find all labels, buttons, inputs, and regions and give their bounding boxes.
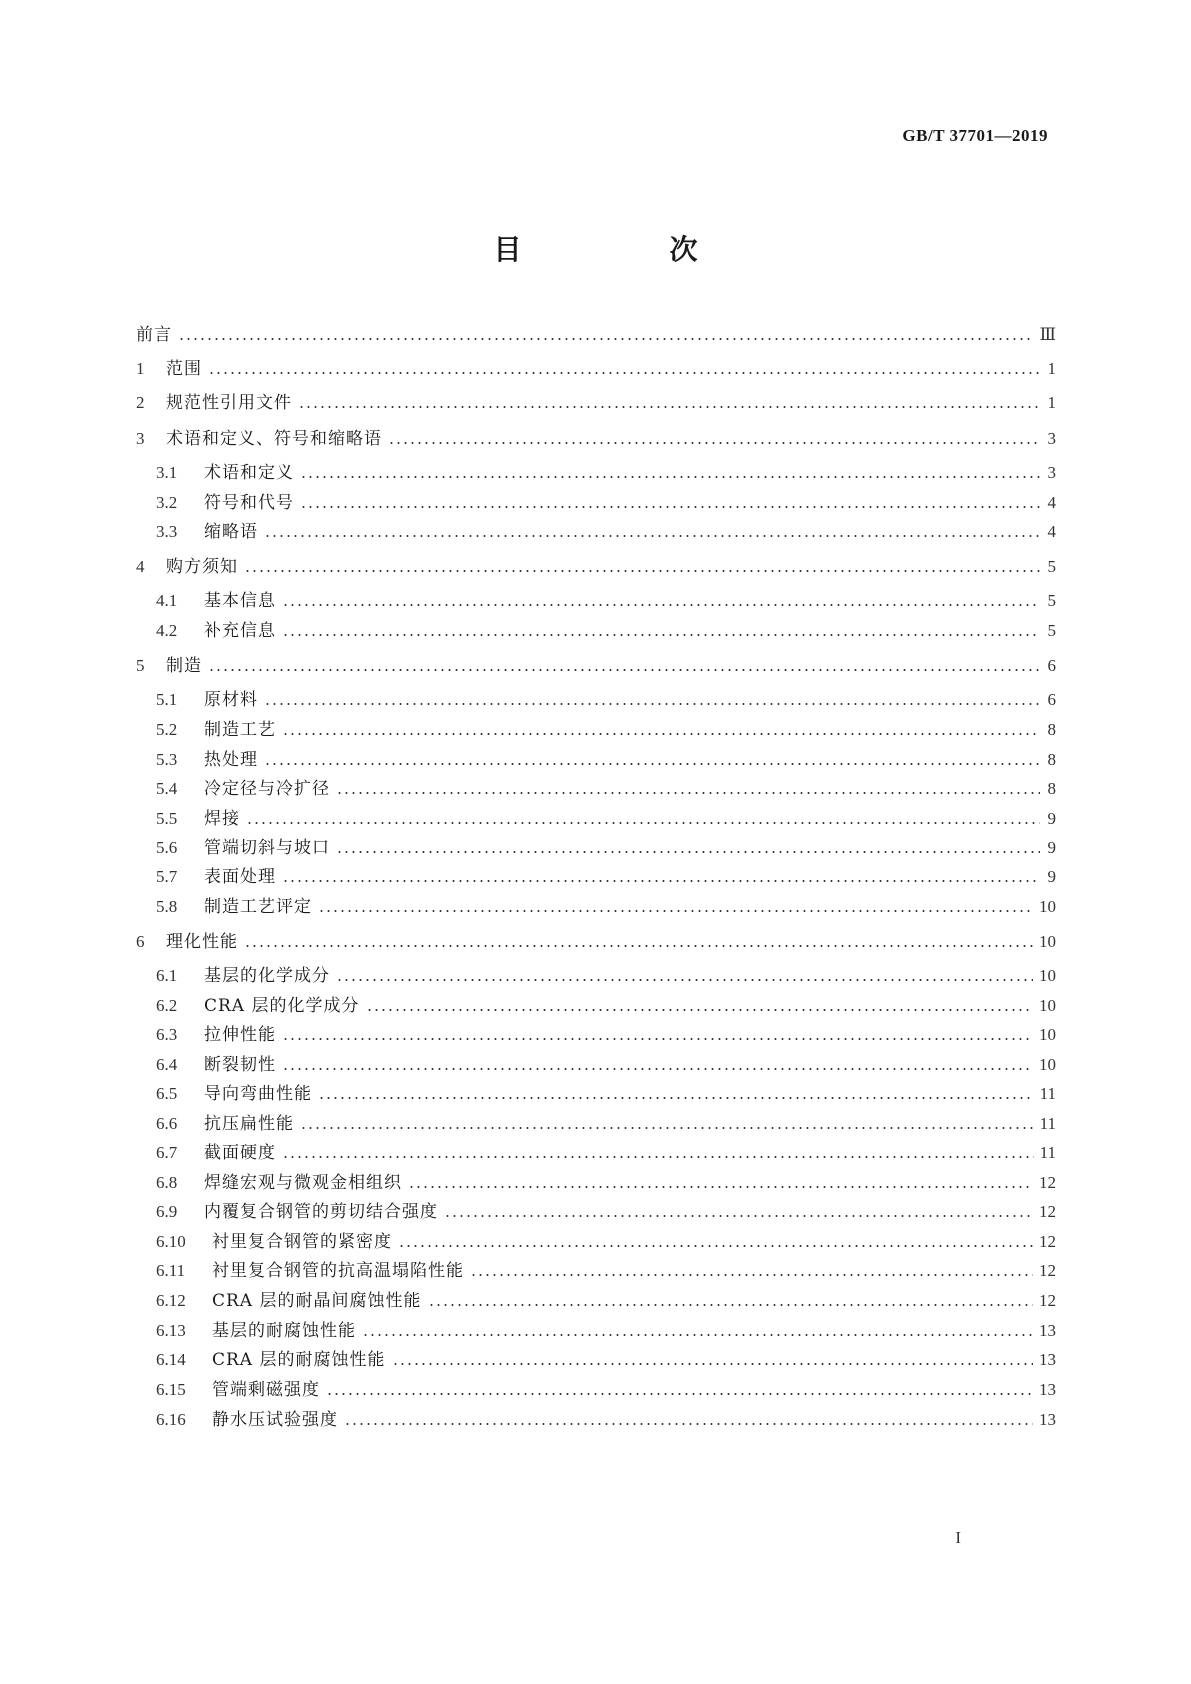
toc-entry[interactable]: [136, 426, 1056, 450]
toc-entry-label: 导向弯曲性能: [204, 1084, 312, 1104]
toc-leader-dots: [408, 1186, 1033, 1188]
toc-leader-dots: [336, 979, 1033, 981]
toc-entry-number: 6.1: [156, 966, 178, 985]
toc-entry-number: 6.2: [156, 996, 178, 1015]
toc-entry-page: 12: [1039, 1173, 1056, 1192]
toc-entry-page: 13: [1039, 1380, 1056, 1399]
toc-entry-page: 10: [1039, 897, 1056, 916]
toc-entry[interactable]: [156, 618, 1056, 642]
toc-entry[interactable]: [156, 963, 1056, 987]
toc-entry[interactable]: [156, 1199, 1056, 1223]
toc-entry-label: 表面处理: [204, 867, 276, 887]
toc-leader-dots: [336, 851, 1040, 853]
toc-entry-label: 基本信息: [204, 591, 276, 611]
toc-entry-page: 1: [1047, 359, 1056, 378]
toc-leader-dots: [470, 1274, 1033, 1276]
toc-entry-number: 5: [136, 656, 145, 675]
toc-entry[interactable]: [156, 864, 1056, 888]
toc-leader-dots: [264, 535, 1040, 537]
toc-leader-dots: [336, 792, 1040, 794]
toc-entry-page: 3: [1047, 463, 1056, 482]
toc-entry-number: 3: [136, 429, 145, 448]
toc-entry-number: 6.5: [156, 1084, 178, 1103]
standard-number: GB/T 37701—2019: [902, 126, 1048, 145]
toc-entry-page: 10: [1039, 966, 1056, 985]
toc-entry-label: 制造工艺: [204, 720, 276, 740]
toc-entry-label: 术语和定义、符号和缩略语: [166, 429, 382, 449]
toc-entry-page: 10: [1039, 932, 1056, 951]
toc-entry-label: 抗压扁性能: [204, 1114, 294, 1134]
toc-entry-number: 1: [136, 359, 145, 378]
toc-entry[interactable]: [156, 776, 1056, 800]
toc-entry[interactable]: [156, 1052, 1056, 1076]
toc-entry-page: 10: [1039, 996, 1056, 1015]
toc-entry-number: 4.1: [156, 591, 178, 610]
page-number: I: [955, 1528, 961, 1547]
toc-leader-dots: [344, 1423, 1033, 1425]
toc-entry-page: 8: [1047, 750, 1056, 769]
toc-entry-label: 静水压试验强度: [212, 1410, 338, 1430]
toc-entry-number: 6.16: [156, 1410, 186, 1429]
toc-entry[interactable]: [156, 806, 1056, 830]
toc-entry[interactable]: [136, 653, 1056, 677]
toc-entry-label: 衬里复合钢管的紧密度: [212, 1232, 392, 1252]
toc-entry-label: 焊接: [204, 809, 240, 829]
toc-entry-page: 12: [1039, 1291, 1056, 1310]
toc-entry-number: 3.1: [156, 463, 178, 482]
toc-entry[interactable]: [156, 1318, 1056, 1342]
toc-leader-dots: [264, 703, 1040, 705]
toc-leader-dots: [282, 634, 1040, 636]
toc-leader-dots: [398, 1245, 1033, 1247]
toc-entry-label: 范围: [166, 359, 202, 379]
toc-entry[interactable]: [156, 1170, 1056, 1194]
toc-leader-dots: [392, 1363, 1034, 1365]
toc-leader-dots: [298, 406, 1040, 408]
toc-entry-page: Ⅲ: [1039, 325, 1056, 344]
toc-entry-page: 12: [1039, 1232, 1056, 1251]
toc-entry[interactable]: [156, 490, 1056, 514]
toc-entry-label: 补充信息: [204, 621, 276, 641]
toc-leader-dots: [282, 1068, 1033, 1070]
toc-entry[interactable]: [156, 687, 1056, 711]
toc-entry-number: 4: [136, 557, 145, 576]
toc-entry[interactable]: [156, 460, 1056, 484]
toc-entry-label: CRA 层的耐腐蚀性能: [212, 1350, 386, 1370]
toc-entry-page: 9: [1047, 867, 1056, 886]
toc-entry-number: 5.4: [156, 779, 178, 798]
toc-entry-page: 10: [1039, 1055, 1056, 1074]
toc-entry-label: 基层的耐腐蚀性能: [212, 1321, 356, 1341]
toc-leader-dots: [244, 945, 1033, 947]
toc-entry-page: 8: [1047, 720, 1056, 739]
toc-entry[interactable]: [156, 1111, 1056, 1135]
toc-entry[interactable]: [156, 519, 1056, 543]
toc-entry-page: 11: [1039, 1084, 1056, 1103]
toc-entry[interactable]: [136, 390, 1056, 414]
toc-entry-label: 拉伸性能: [204, 1025, 276, 1045]
toc-entry[interactable]: [136, 929, 1056, 953]
toc-entry-number: 6.15: [156, 1380, 186, 1399]
toc-leader-dots: [282, 1156, 1034, 1158]
toc-entry-label: 冷定径与冷扩径: [204, 779, 330, 799]
toc-entry-page: 1: [1047, 393, 1056, 412]
toc-entry-page: 11: [1039, 1143, 1056, 1162]
toc-entry-number: 6.8: [156, 1173, 178, 1192]
toc-entry-label: 焊缝宏观与微观金相组织: [204, 1173, 402, 1193]
toc-entry-label: 前言: [136, 325, 172, 345]
toc-leader-dots: [388, 442, 1040, 444]
toc-title: 目 次: [493, 233, 758, 266]
toc-entry-page: 5: [1047, 621, 1056, 640]
toc-entry-number: 6.3: [156, 1025, 178, 1044]
toc-entry[interactable]: [136, 356, 1056, 380]
toc-entry-label: 内覆复合钢管的剪切结合强度: [204, 1202, 438, 1222]
toc-entry-page: 12: [1039, 1261, 1056, 1280]
toc-entry-number: 6.12: [156, 1291, 186, 1310]
toc-entry-number: 6.9: [156, 1202, 178, 1221]
toc-entry-number: 2: [136, 393, 145, 412]
toc-entry-page: 8: [1047, 779, 1056, 798]
toc-entry-number: 6.4: [156, 1055, 178, 1074]
toc-entry-label: 原材料: [204, 690, 258, 710]
toc-leader-dots: [264, 763, 1040, 765]
toc-entry-number: 6.6: [156, 1114, 178, 1133]
toc-leader-dots: [282, 1038, 1033, 1040]
toc-leader-dots: [244, 570, 1040, 572]
toc-entry-label: 规范性引用文件: [166, 393, 292, 413]
toc-entry[interactable]: [156, 747, 1056, 771]
toc-entry-label: 符号和代号: [204, 493, 294, 513]
toc-entry-number: 3.3: [156, 522, 178, 541]
toc-leader-dots: [362, 1334, 1033, 1336]
toc-leader-dots: [178, 338, 1034, 340]
toc-entry[interactable]: [156, 894, 1056, 918]
toc-leader-dots: [366, 1009, 1034, 1011]
toc-leader-dots: [282, 604, 1040, 606]
toc-leader-dots: [246, 822, 1040, 824]
toc-entry-number: 6.14: [156, 1350, 186, 1369]
toc-entry-label: 理化性能: [166, 932, 238, 952]
toc-entry-page: 5: [1047, 557, 1056, 576]
toc-leader-dots: [208, 372, 1040, 374]
toc-entry-label: 管端剩磁强度: [212, 1380, 320, 1400]
toc-entry[interactable]: [136, 554, 1056, 578]
toc-entry-label: 衬里复合钢管的抗高温塌陷性能: [212, 1261, 464, 1281]
toc-entry-number: 5.1: [156, 690, 178, 709]
toc-entry-number: 5.3: [156, 750, 178, 769]
toc-leader-dots: [318, 910, 1033, 912]
toc-entry-page: 11: [1039, 1114, 1056, 1133]
toc-entry[interactable]: [156, 835, 1056, 859]
toc-entry-page: 4: [1047, 493, 1056, 512]
toc-entry[interactable]: [156, 1081, 1056, 1105]
toc-entry-number: 3.2: [156, 493, 178, 512]
toc-entry-number: 5.7: [156, 867, 178, 886]
toc-entry[interactable]: [156, 1407, 1056, 1431]
toc-entry-page: 13: [1039, 1410, 1056, 1429]
toc-leader-dots: [282, 733, 1040, 735]
toc-entry-number: 5.8: [156, 897, 178, 916]
toc-entry-page: 6: [1047, 690, 1056, 709]
toc-entry-label: CRA 层的耐晶间腐蚀性能: [212, 1291, 422, 1311]
toc-leader-dots: [300, 506, 1040, 508]
toc-entry-label: 热处理: [204, 750, 258, 770]
toc-entry-label: 断裂韧性: [204, 1055, 276, 1075]
toc-entry[interactable]: [156, 588, 1056, 612]
toc-entry-page: 10: [1039, 1025, 1056, 1044]
toc-entry-label: 基层的化学成分: [204, 966, 330, 986]
toc-entry[interactable]: [156, 1288, 1056, 1312]
toc-entry-number: 4.2: [156, 621, 178, 640]
toc-entry-label: 缩略语: [204, 522, 258, 542]
toc-entry-number: 6.11: [156, 1261, 186, 1280]
toc-entry-page: 9: [1047, 809, 1056, 828]
toc-leader-dots: [300, 1127, 1034, 1129]
toc-entry-page: 6: [1047, 656, 1056, 675]
toc-entry-page: 12: [1039, 1202, 1056, 1221]
toc-entry-label: 制造工艺评定: [204, 897, 312, 917]
toc-entry[interactable]: [156, 1258, 1056, 1282]
toc-entry[interactable]: [156, 1347, 1056, 1371]
toc-leader-dots: [428, 1304, 1034, 1306]
toc-entry-label: 管端切斜与坡口: [204, 838, 330, 858]
toc-entry-number: 6: [136, 932, 145, 951]
toc-entry[interactable]: [156, 993, 1056, 1017]
toc-leader-dots: [282, 880, 1040, 882]
toc-leader-dots: [208, 669, 1040, 671]
toc-entry-label: 截面硬度: [204, 1143, 276, 1163]
toc-leader-dots: [318, 1097, 1034, 1099]
toc-leader-dots: [444, 1215, 1033, 1217]
toc-entry-number: 6.13: [156, 1321, 186, 1340]
toc-entry-label: 制造: [166, 656, 202, 676]
toc-entry-page: 4: [1047, 522, 1056, 541]
toc-entry-page: 13: [1039, 1350, 1056, 1369]
toc-entry-page: 9: [1047, 838, 1056, 857]
toc-entry-label: CRA 层的化学成分: [204, 996, 360, 1016]
toc-entry-number: 5.2: [156, 720, 178, 739]
toc-entry[interactable]: [156, 717, 1056, 741]
toc-entry[interactable]: [156, 1229, 1056, 1253]
toc-entry[interactable]: [136, 322, 1056, 346]
toc-entry-number: 5.5: [156, 809, 178, 828]
toc-entry-page: 3: [1047, 429, 1056, 448]
toc-leader-dots: [326, 1393, 1033, 1395]
toc-entry[interactable]: [156, 1377, 1056, 1401]
toc-entry-page: 5: [1047, 591, 1056, 610]
toc-entry-label: 术语和定义: [204, 463, 294, 483]
toc-entry-label: 购方须知: [166, 557, 238, 577]
toc-entry[interactable]: [156, 1022, 1056, 1046]
toc-entry[interactable]: [156, 1140, 1056, 1164]
toc-entry-number: 6.10: [156, 1232, 186, 1251]
toc-entry-page: 13: [1039, 1321, 1056, 1340]
toc-entry-number: 5.6: [156, 838, 178, 857]
toc-entry-number: 6.7: [156, 1143, 178, 1162]
toc-leader-dots: [300, 476, 1040, 478]
